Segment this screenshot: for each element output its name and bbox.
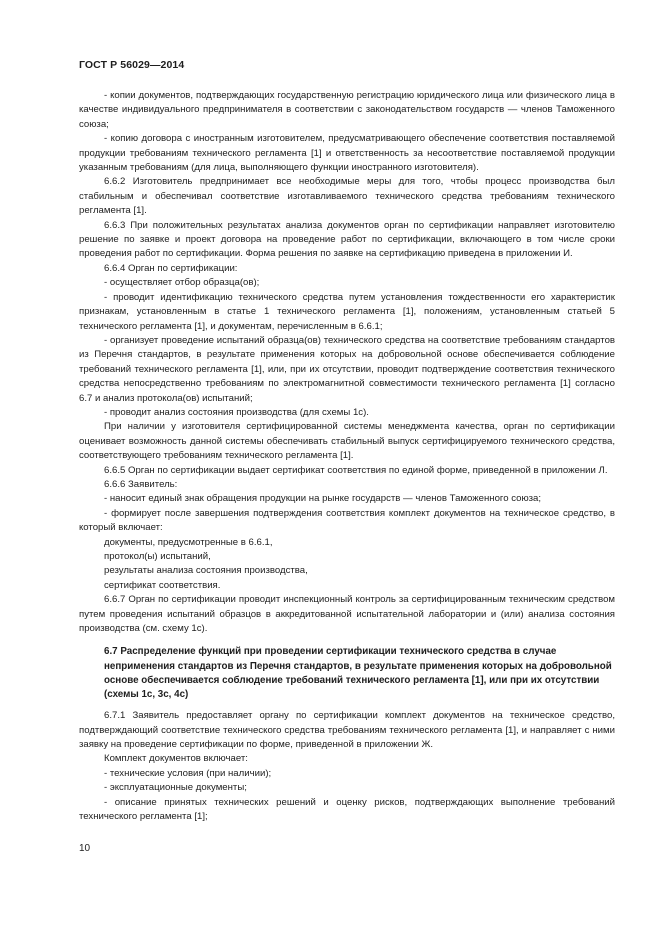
paragraph: 6.6.2 Изготовитель предпринимает все необходимые меры для того, чтобы процесс производства был стабильным и обеспечивал соответствие изготавливаемого технического средства требованиям технического регламента [1].: [79, 176, 615, 217]
paragraph: 6.6.7 Орган по сертификации проводит инспекционный контроль за сертифицированным техническим средством путем проведения испытаний образцов в аккредитованной испытательной лаборатории и (или) анализа состояния производства (см. схему 1с).: [79, 594, 615, 635]
paragraph: - копию договора с иностранным изготовителем, предусматривающего обеспечение соответствия поставляемой продукции требованиям технического регламента [1] и ответственность за несоответствие поставляемой продукции указанным требованиям (для лица, выполняющего функции иностранного изготовителя).: [79, 133, 615, 174]
paragraph: - проводит идентификацию технического средства путем установления тождественности его характеристик признакам, установленным в статье 1 технического регламента [1], положениям, установленным статьей 5 технического регламента [1], и документам, перечисленным в 6.6.1;: [79, 291, 615, 332]
list-item: протокол(ы) испытаний,: [104, 551, 211, 562]
paragraph: - осуществляет отбор образца(ов);: [104, 277, 260, 289]
page-number: 10: [79, 843, 91, 854]
list-item: сертификат соответствия.: [104, 579, 221, 591]
list-item: документы, предусмотренные в 6.6.1,: [104, 536, 273, 548]
paragraph: - описание принятых технических решений и оценку рисков, подтверждающих выполнение требований технического регламента [1];: [79, 796, 615, 823]
document-body: [79, 89, 615, 825]
paragraph: 6.6.3 При положительных результатах анализа документов орган по сертификации направляет изготовителю решение по заявке и проект договора на проведение работ по сертификации, включающего в том числе сроки проведения работ по сертификации. Форма решения по заявке на сертификацию приведена в приложении И.: [79, 219, 615, 260]
paragraph: - эксплуатационные документы;: [104, 782, 247, 794]
paragraph: - наносит единый знак обращения продукции на рынке государств — членов Таможенного союза;: [104, 493, 542, 505]
paragraph: - технические условия (при наличии);: [104, 767, 272, 779]
section-title: Распределение функций при проведении сертификации технического средства в случае неприменения стандартов из Перечня стандартов, в результате применения которых на добровольной основе обеспечивается соблюдение требований технического регламента [1], или при их отсутствии (схемы 1с, 3с, 4с): [104, 646, 612, 701]
paragraph: 6.6.5 Орган по сертификации выдает сертификат соответствия по единой форме, приведенной в приложении Л.: [104, 464, 608, 476]
paragraph: - копии документов, подтверждающих государственную регистрацию юридического лица или физического лица в качестве индивидуального предпринимателя в соответствии с законодательством государств — членов Таможенного союза;: [79, 90, 615, 130]
section-heading: [79, 645, 615, 702]
paragraph: - организует проведение испытаний образца(ов) технического средства на соответствие требованиям стандартов из Перечня стандартов, в результате применения которых на добровольной основе обеспечивается соблюдение требований технического регламента [1], или, при их отсутствии, проводит подтверждение соответствия технического средства непосредственно требованиям по электромагнитной совместимости технического регламента [1] согласно 6.7 и анализ протокола(ов) испытаний;: [79, 334, 615, 404]
paragraph: - формирует после завершения подтверждения соответствия комплект документов на техническое средство, в который включает:: [79, 507, 615, 534]
section-number: 6.7: [104, 646, 118, 658]
paragraph: 6.6.4 Орган по сертификации:: [104, 262, 238, 274]
paragraph: 6.6.6 Заявитель:: [104, 478, 178, 490]
paragraph: 6.7.1 Заявитель предоставляет органу по сертификации комплект документов на техническое средство, подтверждающий соответствие технического средства требованиям технического регламента [1], и направляет с ними заявку на проведение сертификации по форме, приведенной в приложении Ж.: [79, 710, 615, 751]
document-header: ГОСТ Р 56029—2014: [79, 59, 185, 71]
paragraph: - проводит анализ состояния производства (для схемы 1с).: [104, 406, 369, 418]
paragraph: Комплект документов включает:: [104, 753, 248, 765]
list-item: результаты анализа состояния производства,: [104, 565, 308, 577]
paragraph: При наличии у изготовителя сертифицированной системы менеджмента качества, орган по сертификации оценивает возможность данной системы обеспечивать стабильный выпуск сертифицируемого технического средства, соответствующего требованиям технического регламента [1].: [79, 421, 615, 462]
